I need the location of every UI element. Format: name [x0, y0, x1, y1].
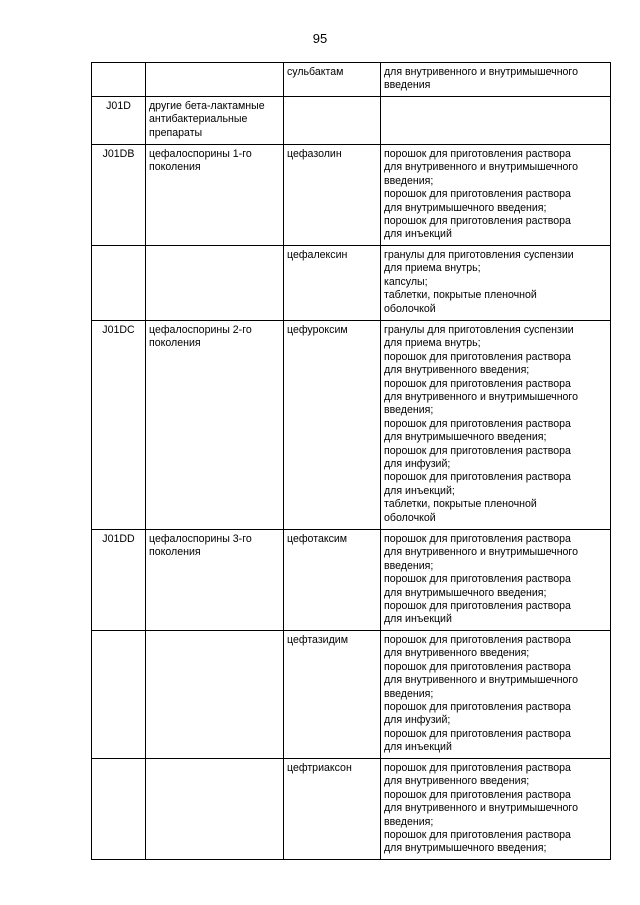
dosage-form-line: для инъекций [384, 228, 452, 241]
dosage-form-line: таблетки, покрытые пленочной [384, 498, 537, 511]
group-name-line: цефалоспорины 1-го [149, 148, 252, 160]
dosage-form-line: для внутривенного введения; [384, 647, 530, 660]
dosage-form-line: порошок для приготовления раствора [384, 788, 571, 801]
dosage-form-line: для внутривенного и внутримышечного [384, 66, 578, 78]
dosage-form-line: порошок для приготовления раствора [384, 701, 571, 714]
dosage-form-line: для внутримышечного введения; [384, 586, 547, 599]
group-name-line: цефалоспорины 3-го [149, 533, 252, 545]
dosage-form-line: введения; [384, 174, 434, 187]
dosage-form-line: таблетки, покрытые пленочной [384, 289, 537, 302]
group-name-cell [146, 246, 284, 321]
dosage-form-line: оболочкой [384, 511, 436, 524]
dosage-form-line: оболочкой [384, 302, 436, 315]
dosage-form-line: порошок для приготовления раствора [384, 660, 571, 673]
dosage-form-line: порошок для приготовления раствора [384, 600, 571, 613]
dosage-form-line: для инъекций [384, 613, 452, 626]
table-row [92, 63, 611, 97]
dosage-form-line: для внутривенного и внутримышечного [384, 161, 578, 174]
drug-name-cell: цефазолин [284, 145, 381, 246]
group-name-line: поколения [149, 161, 201, 174]
dosage-form-line: для внутривенного введения; [384, 364, 530, 377]
drug-name-cell: цефалексин [284, 246, 381, 321]
dosage-form-line: для инъекций; [384, 484, 455, 497]
dosage-form-line: для приема внутрь; [384, 262, 481, 275]
drug-name-cell: сульбактам [284, 63, 381, 97]
dosage-forms-cell [381, 759, 611, 860]
group-name-line: поколения [149, 546, 201, 559]
dosage-form-line: порошок для приготовления раствора [384, 188, 571, 201]
atc-code-cell [92, 631, 146, 759]
drug-name-cell [284, 97, 381, 145]
dosage-form-line: порошок для приготовления раствора [384, 829, 571, 842]
dosage-form-line: для внутривенного и внутримышечного [384, 802, 578, 815]
atc-code-cell: J01DD [92, 530, 146, 631]
group-name-cell [146, 530, 284, 631]
group-name-cell [146, 145, 284, 246]
dosage-form-line: гранулы для приготовления суспензии [384, 324, 574, 336]
dosage-form-line: порошок для приготовления раствора [384, 350, 571, 363]
dosage-form-line: порошок для приготовления раствора [384, 634, 571, 646]
group-name-cell [146, 63, 284, 97]
atc-code-cell: J01DC [92, 321, 146, 530]
dosage-form-line: для внутримышечного введения; [384, 201, 547, 214]
table-row [92, 246, 611, 321]
dosage-form-line: для инфузий; [384, 458, 451, 471]
dosage-form-line: введения; [384, 687, 434, 700]
group-name-line: другие бета-лактамные [149, 100, 265, 112]
table-row [92, 631, 611, 759]
dosage-form-line: гранулы для приготовления суспензии [384, 249, 574, 261]
dosage-form-line: для внутривенного и внутримышечного [384, 546, 578, 559]
atc-code-cell [92, 246, 146, 321]
atc-code-cell: J01D [92, 97, 146, 145]
dosage-form-line: капсулы; [384, 275, 428, 288]
dosage-forms-cell [381, 97, 611, 145]
drug-name-cell: цефтриаксон [284, 759, 381, 860]
group-name-line: цефалоспорины 2-го [149, 324, 252, 336]
dosage-forms-cell [381, 530, 611, 631]
group-name-cell [146, 631, 284, 759]
drug-name-cell: цефуроксим [284, 321, 381, 530]
dosage-form-line: для внутривенного и внутримышечного [384, 674, 578, 687]
group-name-cell [146, 321, 284, 530]
atc-code-cell [92, 63, 146, 97]
group-name-line: препараты [149, 126, 203, 139]
dosage-form-line: порошок для приготовления раствора [384, 377, 571, 390]
dosage-form-line: для приема внутрь; [384, 337, 481, 350]
page-number: 95 [312, 31, 328, 46]
dosage-form-line: для внутримышечного введения; [384, 842, 547, 855]
table-row [92, 530, 611, 631]
dosage-form-line: порошок для приготовления раствора [384, 762, 571, 774]
dosage-form-line: для внутривенного введения; [384, 775, 530, 788]
dosage-form-line: для внутримышечного введения; [384, 431, 547, 444]
group-name-line: антибактериальные [149, 113, 248, 126]
dosage-form-line: введения; [384, 559, 434, 572]
group-name-line: поколения [149, 337, 201, 350]
dosage-form-line: порошок для приготовления раствора [384, 148, 571, 160]
table-body [92, 63, 611, 860]
dosage-form-line: порошок для приготовления раствора [384, 573, 571, 586]
dosage-forms-cell [381, 321, 611, 530]
dosage-form-line: введения; [384, 404, 434, 417]
dosage-form-line: для внутривенного и внутримышечного [384, 391, 578, 404]
dosage-form-line: порошок для приготовления раствора [384, 444, 571, 457]
dosage-form-line: для инфузий; [384, 714, 451, 727]
drug-name-cell: цефтазидим [284, 631, 381, 759]
drug-table [91, 62, 611, 860]
dosage-form-line: для инъекций [384, 741, 452, 754]
atc-code-cell [92, 759, 146, 860]
table-row [92, 97, 611, 145]
dosage-form-line: порошок для приготовления раствора [384, 215, 571, 228]
dosage-forms-cell [381, 631, 611, 759]
table-row [92, 759, 611, 860]
dosage-form-line: введения; [384, 815, 434, 828]
dosage-form-line: порошок для приготовления раствора [384, 417, 571, 430]
dosage-forms-cell [381, 145, 611, 246]
atc-code-cell: J01DB [92, 145, 146, 246]
dosage-form-line: порошок для приготовления раствора [384, 727, 571, 740]
drug-name-cell: цефотаксим [284, 530, 381, 631]
group-name-cell [146, 759, 284, 860]
table-row [92, 321, 611, 530]
dosage-form-line: порошок для приготовления раствора [384, 471, 571, 484]
table-row [92, 145, 611, 246]
dosage-forms-cell [381, 63, 611, 97]
group-name-cell [146, 97, 284, 145]
dosage-forms-cell [381, 246, 611, 321]
dosage-form-line: введения [384, 79, 431, 92]
dosage-form-line: порошок для приготовления раствора [384, 533, 571, 545]
